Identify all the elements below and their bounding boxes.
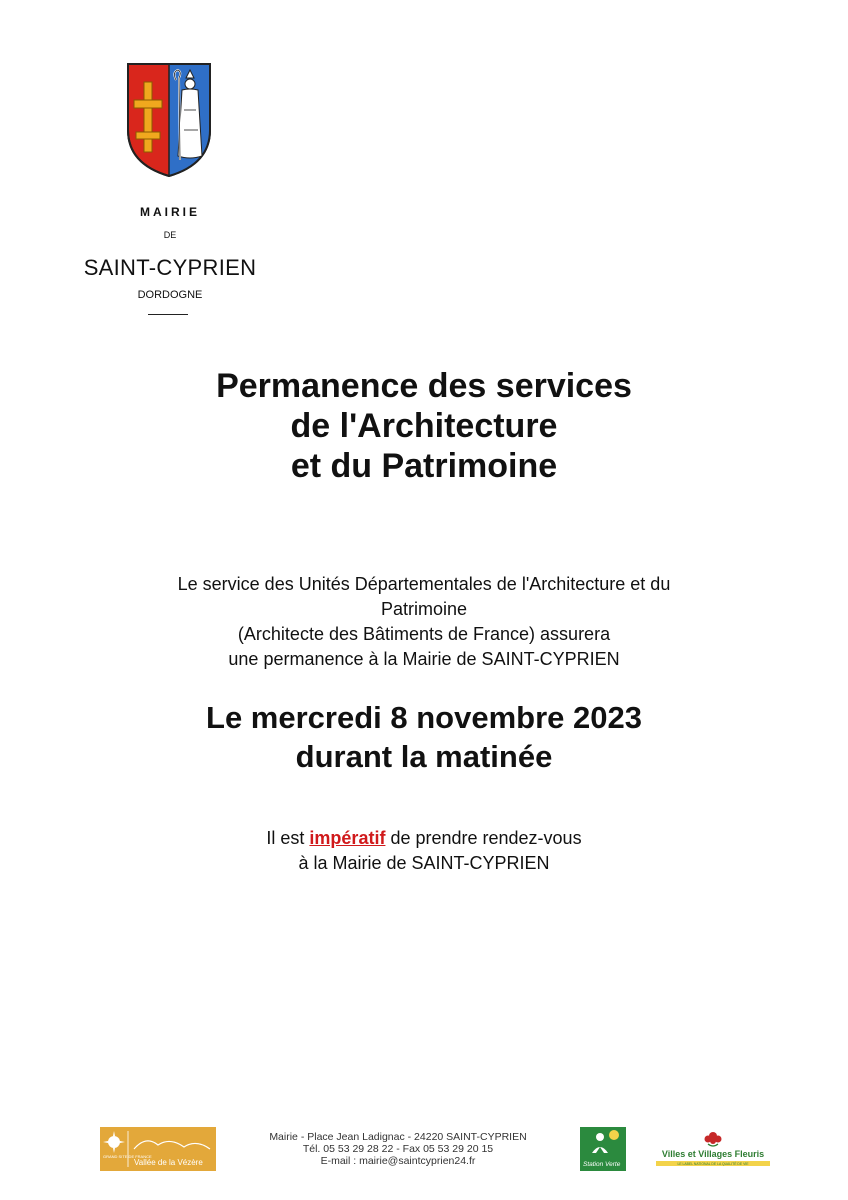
villes-logo-text: Villes et Villages Fleuris bbox=[661, 1149, 765, 1159]
body-line: Le service des Unités Départementales de l'Architecture et du bbox=[177, 574, 671, 594]
mairie-label: MAIRIE bbox=[140, 205, 200, 219]
body-line: une permanence à la Mairie de SAINT-CYPRIEN bbox=[228, 649, 620, 669]
appointment-notice bbox=[74, 826, 774, 876]
villes-small-text: LE LABEL NATIONAL DE LA QUALITÉ DE VIE bbox=[677, 1162, 749, 1166]
vezere-logo-icon bbox=[100, 1127, 216, 1171]
event-date bbox=[74, 698, 774, 776]
vezere-logo-text: Vallée de la Vézère bbox=[134, 1158, 203, 1167]
body-line: (Architecte des Bâtiments de France) assurera bbox=[237, 624, 611, 644]
de-label: DE bbox=[163, 230, 177, 240]
vezere-small-text: GRAND SITE DE FRANCE bbox=[103, 1154, 152, 1159]
announcement-body bbox=[74, 572, 774, 672]
title-line: Permanence des services bbox=[216, 367, 632, 405]
body-line: Patrimoine bbox=[380, 599, 468, 619]
villes-fleuris-logo-art bbox=[652, 1130, 774, 1170]
vezere-logo-art bbox=[100, 1127, 216, 1171]
villes-fleuris-logo-icon bbox=[652, 1130, 774, 1170]
notice-line-2: à la Mairie de SAINT-CYPRIEN bbox=[298, 853, 550, 873]
department-name: DORDOGNE bbox=[137, 289, 203, 301]
email-line: E-mail : mairie@saintcyprien24.fr bbox=[320, 1155, 476, 1167]
phone-fax-line: Tél. 05 53 29 28 22 - Fax 05 53 29 20 15 bbox=[302, 1143, 494, 1155]
station-verte-logo-art bbox=[580, 1127, 626, 1171]
station-verte-logo-icon bbox=[580, 1127, 626, 1171]
date-line: Le mercredi 8 novembre 2023 bbox=[206, 700, 642, 735]
address-line: Mairie - Place Jean Ladignac - 24220 SAINT-CYPRIEN bbox=[269, 1131, 527, 1143]
notice-suffix: de prendre rendez-vous bbox=[385, 828, 582, 848]
footer-address bbox=[248, 1131, 548, 1167]
header-divider bbox=[148, 314, 188, 315]
title-line: de l'Architecture bbox=[290, 407, 558, 445]
page-title bbox=[74, 366, 774, 486]
time-line: durant la matinée bbox=[295, 739, 553, 774]
notice-emphasis: impératif bbox=[309, 828, 386, 848]
title-line: et du Patrimoine bbox=[290, 447, 558, 485]
notice-prefix: Il est bbox=[266, 828, 310, 848]
coat-of-arms-icon bbox=[124, 60, 214, 180]
town-name: SAINT-CYPRIEN bbox=[83, 255, 257, 280]
station-logo-text: Station Verte bbox=[583, 1161, 621, 1168]
notice-line bbox=[74, 826, 774, 851]
